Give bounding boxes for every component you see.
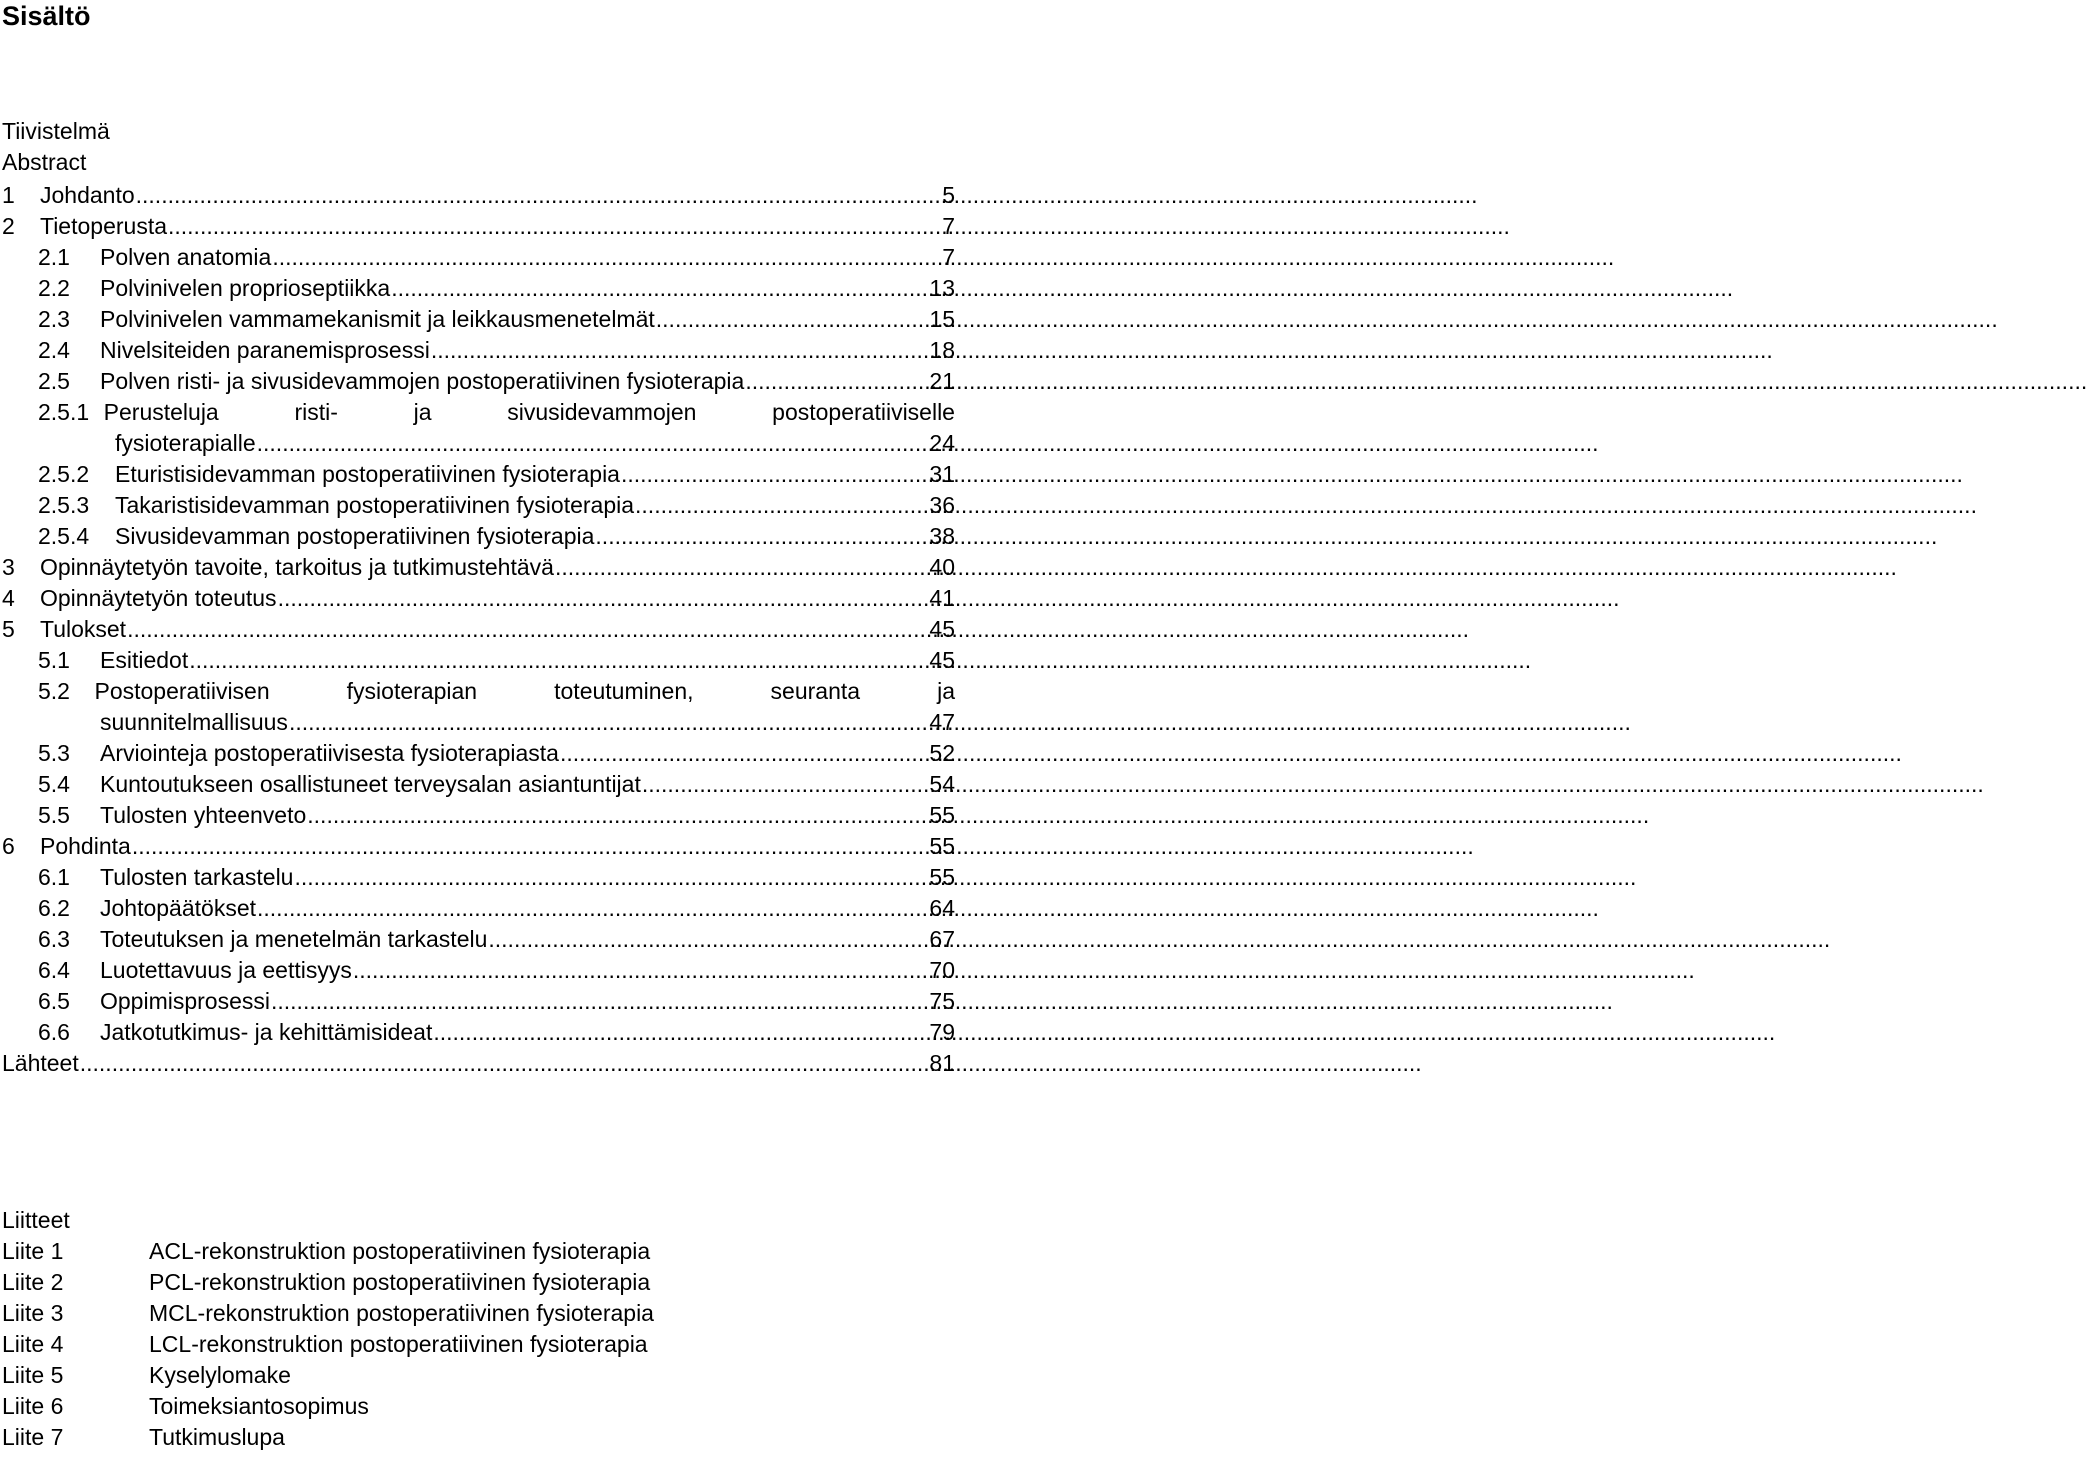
toc-leader [80,1048,929,1079]
appendix-label: Liite 1 [2,1238,64,1264]
toc-entry[interactable] [38,769,955,800]
toc-entry[interactable] [38,459,955,490]
toc-page-number: 54 [929,771,955,797]
toc-entry[interactable] [2,831,955,862]
toc-number: 6.1 [38,864,70,890]
toc-title: Luotettavuus ja eettisyys [100,957,352,983]
appendix-title: Tutkimuslupa [149,1424,285,1450]
toc-leader [431,335,929,366]
toc-leader [642,769,929,800]
toc-word: ja [413,399,432,425]
toc-word: postoperatiiviselle [772,399,955,425]
toc-title: Polven anatomia [100,244,272,270]
appendix-title: Toimeksiantosopimus [149,1393,369,1419]
toc-number: 2.2 [38,275,70,301]
toc-leader [272,242,941,273]
toc-leader [307,800,928,831]
toc-leader [621,459,928,490]
toc-leader [656,304,929,335]
toc-leader [294,862,928,893]
toc-title: Lähteet [2,1050,79,1076]
toc-number: 2.5.1 [38,399,90,425]
toc-leader [433,1017,928,1048]
toc-entry[interactable] [115,428,955,459]
toc-leader [257,893,928,924]
toc-entry[interactable] [38,645,955,676]
appendix-label: Liite 2 [2,1269,64,1295]
toc-entry[interactable] [38,242,955,273]
toc-leader [271,986,928,1017]
toc-title-line1 [104,397,955,428]
toc-title: Sivusidevamman postoperatiivinen fysioterapia [115,523,595,549]
toc-title: Tulosten tarkastelu [100,864,294,890]
toc-entry[interactable] [2,211,955,242]
toc-title: Arviointeja postoperatiivisesta fysioterapiasta [100,740,559,766]
toc-title: Jatkotutkimus- ja kehittämisideat [100,1019,433,1045]
toc-word: fysioterapian [346,678,478,704]
toc-entry[interactable] [38,335,955,366]
toc-number: 6.2 [38,895,70,921]
toc-title: suunnitelmallisuus [100,709,288,735]
toc-entry[interactable] [38,738,955,769]
toc-leader [189,645,928,676]
toc-number: 2.4 [38,337,70,363]
toc-page-number: 45 [929,616,955,642]
toc-entry[interactable] [38,304,955,335]
toc-title: Polven risti- ja sivusidevammojen postoperatiivinen fysioterapia [100,368,745,394]
toc-leader [391,273,928,304]
appendix-title: ACL-rekonstruktion postoperatiivinen fysioterapia [149,1238,651,1264]
toc-page-number: 79 [929,1019,955,1045]
toc-title: Pohdinta [40,833,131,859]
toc-leader [168,211,941,242]
toc-page-number: 55 [929,833,955,859]
toc-word: seuranta [770,678,861,704]
toc-word: toteutuminen, [554,678,694,704]
toc-page-number: 15 [929,306,955,332]
appendix-label: Liite 7 [2,1424,64,1450]
toc-word: sivusidevammojen [507,399,697,425]
appendices-heading: Liitteet [2,1207,70,1233]
toc-title: Opinnäytetyön tavoite, tarkoitus ja tutkimustehtävä [40,554,554,580]
appendix-label: Liite 3 [2,1300,64,1326]
toc-leader [132,831,929,862]
toc-page-number: 7 [942,213,955,239]
appendix-label: Liite 6 [2,1393,64,1419]
toc-title-line1 [94,676,955,707]
toc-title: Johdanto [40,182,135,208]
toc-title: Takaristisidevamman postoperatiivinen fysioterapia [115,492,635,518]
appendix-label: Liite 4 [2,1331,64,1357]
toc-entry[interactable] [2,1048,955,1079]
toc-word: risti- [294,399,338,425]
toc-number: 3 [2,554,15,580]
toc-title: Polvinivelen vammamekanismit ja leikkausmenetelmät [100,306,655,332]
toc-leader [595,521,928,552]
toc-page-number: 55 [929,864,955,890]
toc-leader [127,614,928,645]
toc-number: 5.5 [38,802,70,828]
toc-word: Postoperatiivisen [94,678,270,704]
toc-title: Tietoperusta [40,213,167,239]
toc-page-number: 7 [942,244,955,270]
toc-entry[interactable] [38,1017,955,1048]
toc-number: 6.4 [38,957,70,983]
toc-number: 5 [2,616,15,642]
toc-entry[interactable] [38,924,955,955]
toc-title: Nivelsiteiden paranemisprosessi [100,337,430,363]
toc-page-number: 75 [929,988,955,1014]
toc-entry-line1[interactable] [38,397,955,428]
toc-title: Eturistisidevamman postoperatiivinen fysioterapia [115,461,620,487]
toc-page-number: 64 [929,895,955,921]
toc-number: 2.5.4 [38,523,90,549]
toc-entry[interactable] [38,490,955,521]
toc-number: 4 [2,585,15,611]
toc-number: 6.6 [38,1019,70,1045]
toc-page-number: 24 [929,430,955,456]
toc-leader [353,955,929,986]
toc-page-number: 21 [929,368,955,394]
toc-page-number: 36 [929,492,955,518]
toc-title: fysioterapialle [115,430,256,456]
toc-entry[interactable] [38,986,955,1017]
toc-entry[interactable] [2,614,955,645]
toc-entry[interactable] [100,707,955,738]
toc-entry[interactable] [2,583,955,614]
toc-leader [278,583,929,614]
toc-page-number: 41 [929,585,955,611]
toc-page-number: 40 [929,554,955,580]
toc-number: 2.5.2 [38,461,90,487]
toc-leader [560,738,928,769]
appendix-title: MCL-rekonstruktion postoperatiivinen fysioterapia [149,1300,654,1326]
toc-number: 5.3 [38,740,70,766]
toc-title: Tulosten yhteenveto [100,802,307,828]
toc-page-number: 45 [929,647,955,673]
toc-tiivistelma: Tiivistelmä [2,118,110,144]
toc-entry[interactable] [38,893,955,924]
toc-title: Esitiedot [100,647,189,673]
toc-page-number: 70 [929,957,955,983]
toc-entry[interactable] [2,180,955,211]
appendix-title: PCL-rekonstruktion postoperatiivinen fysioterapia [149,1269,651,1295]
toc-page-number: 81 [929,1050,955,1076]
toc-page-number: 67 [929,926,955,952]
toc-page-number: 31 [929,461,955,487]
appendix-label: Liite 5 [2,1362,64,1388]
toc-title: Toteutuksen ja menetelmän tarkastelu [100,926,488,952]
toc-number: 2 [2,213,15,239]
toc-entry[interactable] [38,273,955,304]
toc-word: ja [937,678,955,704]
toc-title: Polvinivelen proprioseptiikka [100,275,391,301]
toc-word: Perusteluja [103,399,219,425]
toc-page-number: 55 [929,802,955,828]
toc-entry[interactable] [2,552,955,583]
toc-number: 5.1 [38,647,70,673]
toc-page-number: 47 [929,709,955,735]
toc-title: Kuntoutukseen osallistuneet terveysalan asiantuntijat [100,771,641,797]
toc-number: 6 [2,833,15,859]
appendix-title: Kyselylomake [149,1362,291,1388]
toc-number: 2.3 [38,306,70,332]
toc-leader [136,180,942,211]
toc-number: 5.4 [38,771,70,797]
toc-abstract: Abstract [2,149,87,175]
toc-number: 2.1 [38,244,70,270]
toc-leader [488,924,928,955]
toc-leader [745,366,928,397]
toc-title: Tulokset [40,616,127,642]
toc-entry[interactable] [38,862,955,893]
toc-entry[interactable] [38,366,955,397]
page-title: Sisältö [2,1,91,31]
toc-title: Oppimisprosessi [100,988,270,1014]
toc-entry[interactable] [38,955,955,986]
toc-number: 1 [2,182,15,208]
toc-entry-line1[interactable] [38,676,955,707]
toc-page-number: 18 [929,337,955,363]
toc-page-number: 5 [942,182,955,208]
toc-title: Opinnäytetyön toteutus [40,585,277,611]
toc-leader [555,552,928,583]
toc-page-number: 38 [929,523,955,549]
toc-leader [257,428,929,459]
toc-number: 2.5.3 [38,492,90,518]
toc-entry[interactable] [38,800,955,831]
appendix-title: LCL-rekonstruktion postoperatiivinen fysioterapia [149,1331,648,1357]
toc-number: 6.3 [38,926,70,952]
toc-entry[interactable] [38,521,955,552]
toc-number: 5.2 [38,678,70,704]
toc-number: 6.5 [38,988,70,1014]
toc-title: Johtopäätökset [100,895,257,921]
toc-leader [635,490,928,521]
toc-page-number: 13 [929,275,955,301]
toc-page-number: 52 [929,740,955,766]
toc-number: 2.5 [38,368,70,394]
toc-leader [289,707,928,738]
